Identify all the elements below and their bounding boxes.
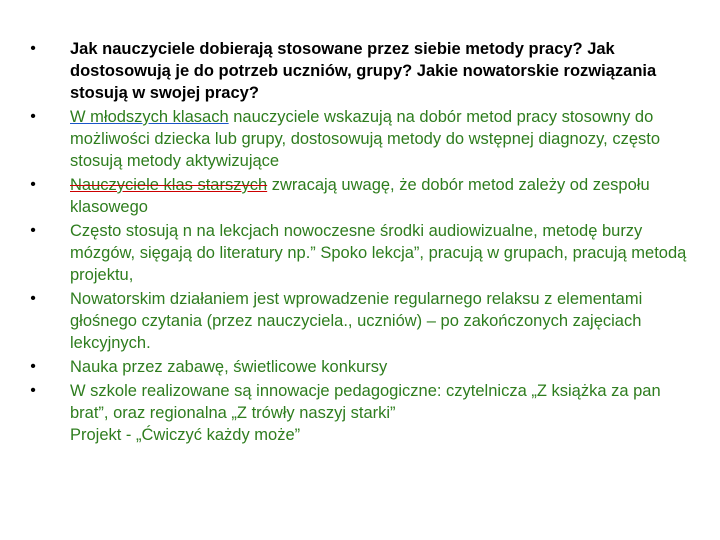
bullet-icon: • xyxy=(30,108,36,125)
project-text: Projekt - „Ćwiczyć każdy może” xyxy=(70,426,301,444)
bullet-icon: • xyxy=(30,290,36,307)
relaxation-text: Nowatorskim działaniem jest wprowadzenie regularnego relaksu z elementami głośnego czytania (przez nauczyciela., uczniów) – po zakończonych zajęciach lekcyjnych. xyxy=(70,290,643,352)
bullet-icon: • xyxy=(30,382,36,399)
audiovisual-text: Często stosują n na lekcjach nowoczesne środki audiowizualne, metodę burzy mózgów, sięgają do literatury np.” Spoko lekcja”, pracują w grupach, pracują metodą projektu, xyxy=(70,222,687,284)
younger-classes-lead: W młodszych klasach xyxy=(70,108,229,126)
bullet-item-younger-classes xyxy=(26,106,694,172)
bullet-item-innovations xyxy=(26,380,694,446)
learning-through-play-text: Nauka przez zabawę, świetlicowe konkursy xyxy=(70,358,388,376)
older-classes-text: zwracają uwagę, że dobór metod zależy od zespołu klasowego xyxy=(70,176,650,216)
bullet-item-learning-through-play xyxy=(26,356,694,378)
younger-classes-text: nauczyciele wskazują na dobór metod pracy stosowny do możliwości dziecka lub grupy, dostosowują metody do wstępnej diagnozy, często stosują metody aktywizujące xyxy=(70,108,661,170)
bullet-icon: • xyxy=(30,358,36,375)
question-text: Jak nauczyciele dobierają stosowane przez siebie metody pracy? Jak dostosowują je do potrzeb uczniów, grupy? Jakie nowatorskie rozwiązania stosują w swojej pracy? xyxy=(70,40,657,102)
bullet-icon: • xyxy=(30,222,36,239)
innovations-text: W szkole realizowane są innowacje pedagogiczne: czytelnicza „Z książka za pan brat”, oraz regionalna „Z trówły naszyj starki” xyxy=(70,382,661,422)
bullet-item-audiovisual xyxy=(26,220,694,286)
bullet-item-relaxation xyxy=(26,288,694,354)
bullet-icon: • xyxy=(30,176,36,193)
bullet-list xyxy=(26,38,694,448)
bullet-item-question xyxy=(26,38,694,104)
bullet-item-older-classes xyxy=(26,174,694,218)
older-classes-lead: Nauczyciele klas starszych xyxy=(70,176,268,194)
bullet-icon: • xyxy=(30,40,36,57)
